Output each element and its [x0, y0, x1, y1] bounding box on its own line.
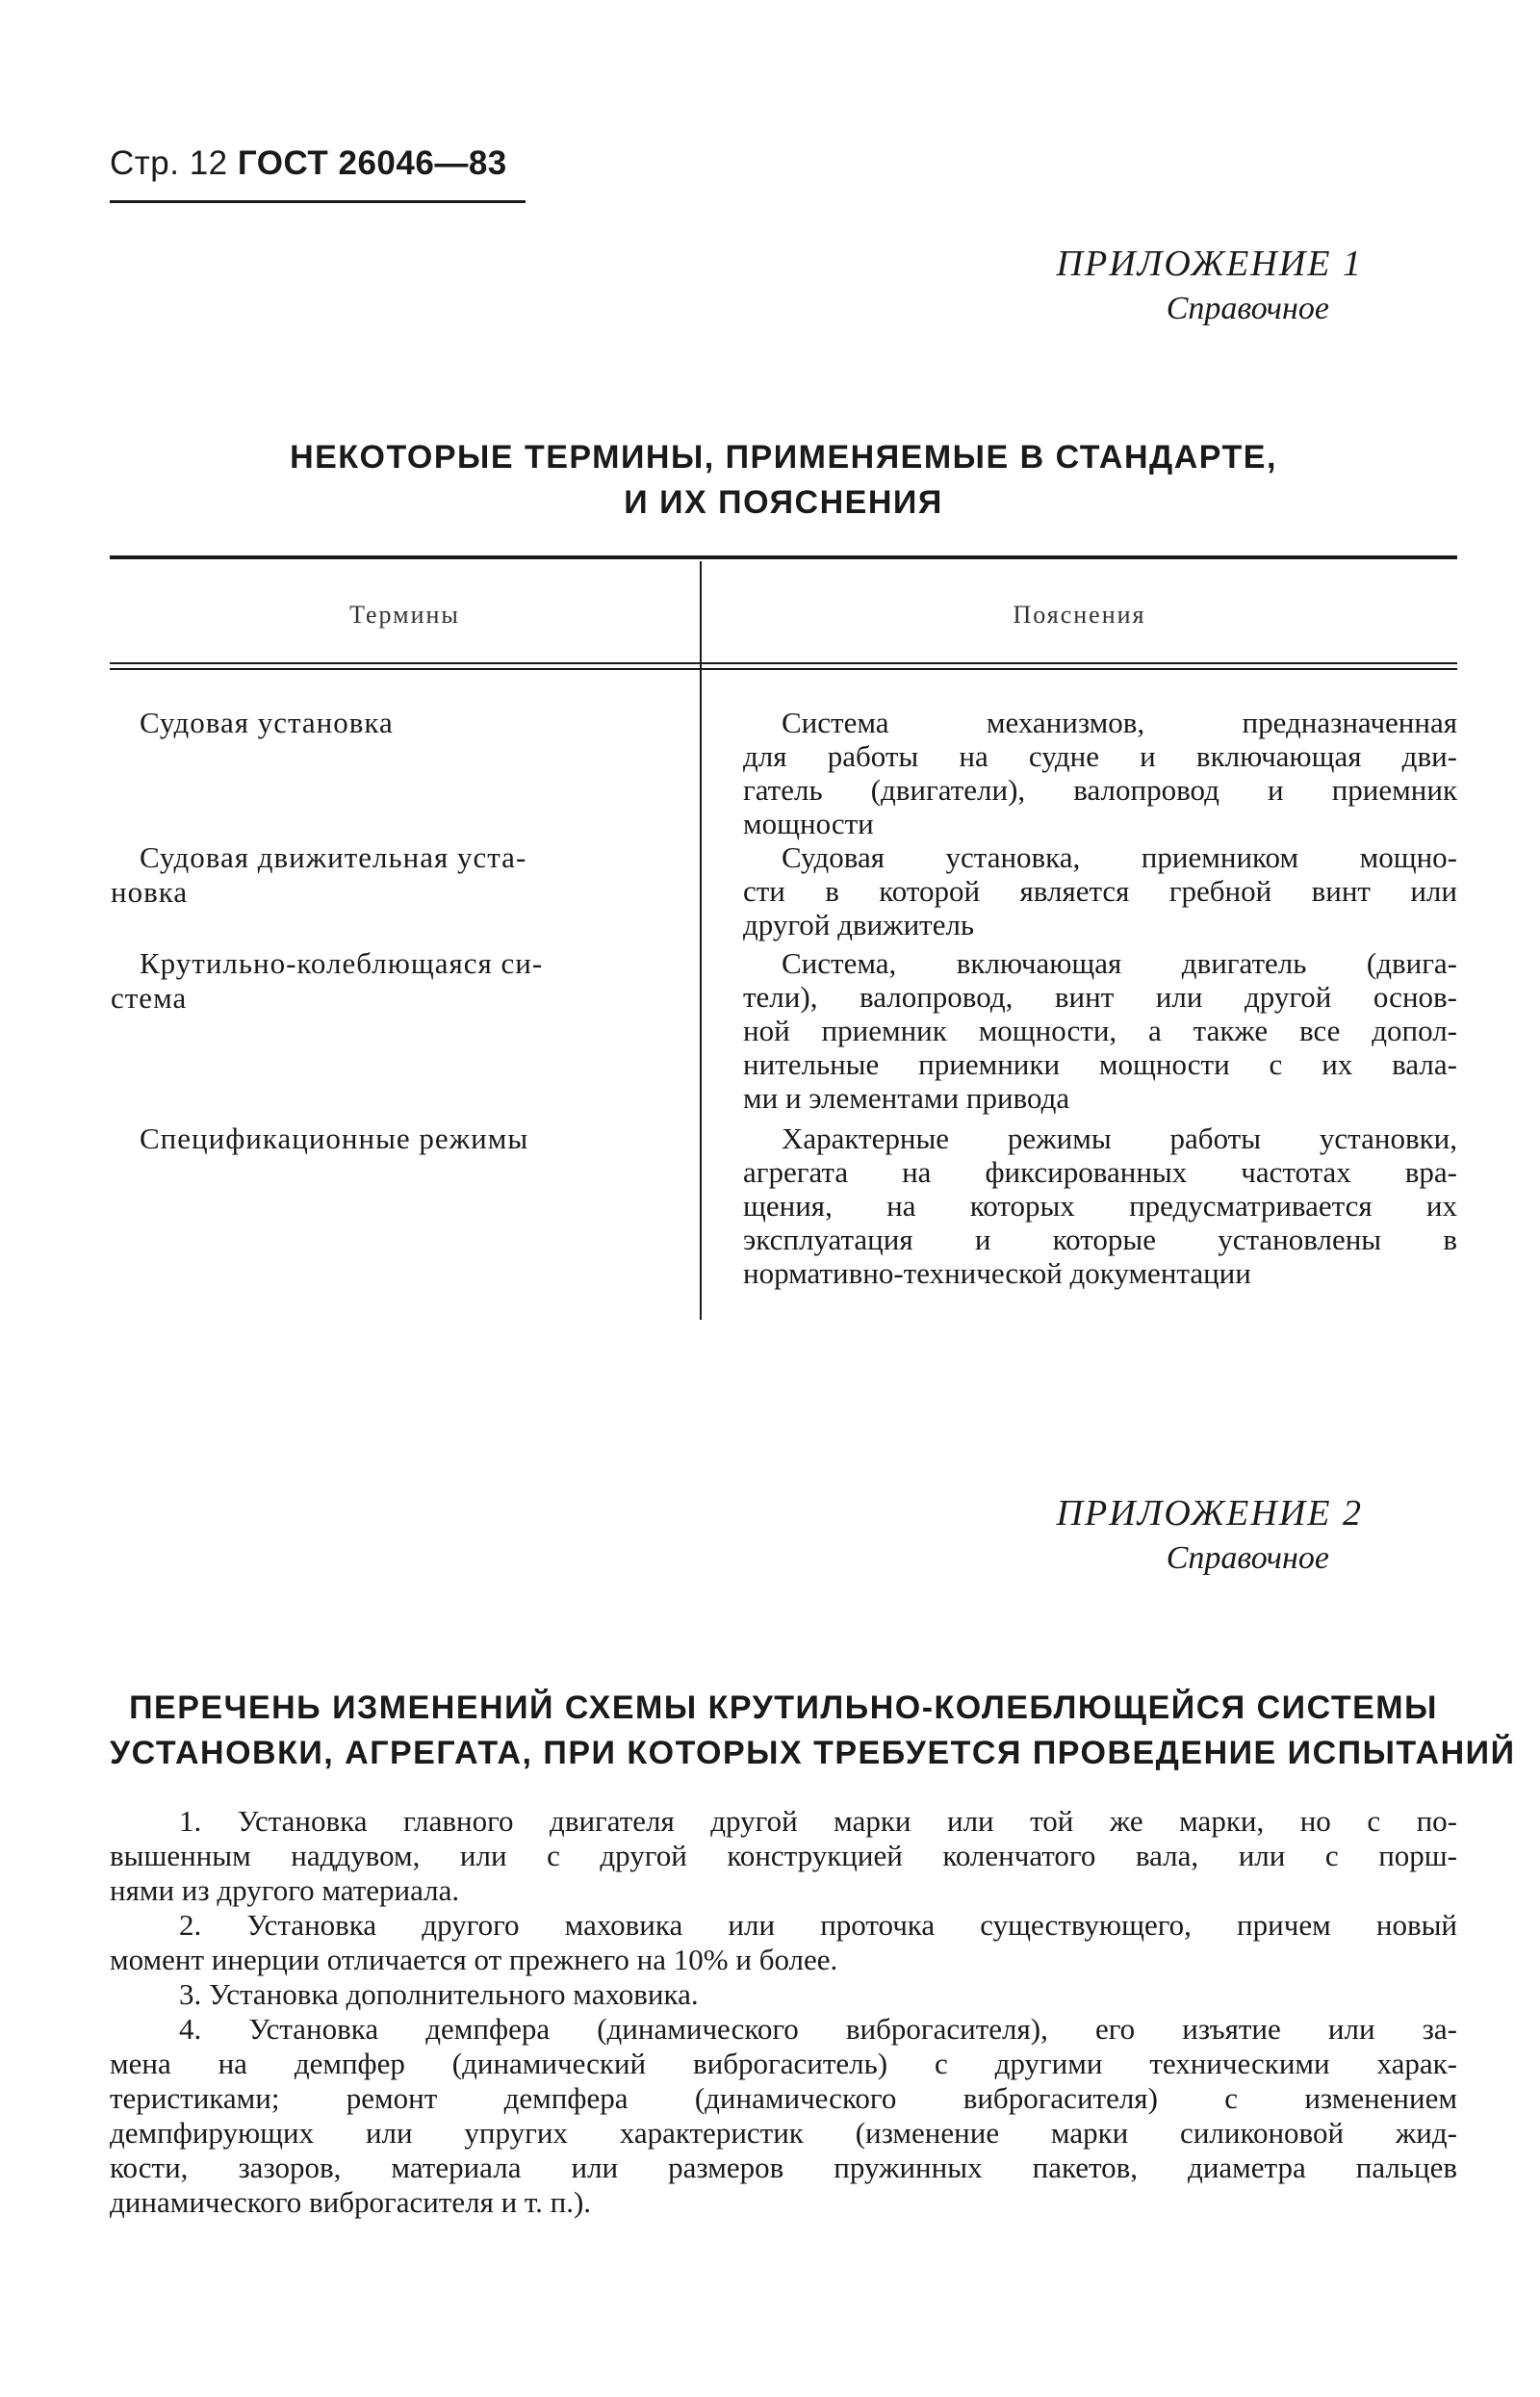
appendix-2-subtitle: Справочное	[1166, 1540, 1329, 1576]
explanation-line: нормативно-технической документации	[743, 1256, 1251, 1290]
list-item	[110, 2012, 1457, 2220]
list-item-line: 4. Установка демпфера (динамического виброгасителя), его изъятие или за-	[179, 2012, 1457, 2046]
list-item	[110, 1908, 1457, 1977]
appendix-2-title: ПРИЛОЖЕНИЕ 2	[1056, 1493, 1363, 1534]
list-item	[110, 1977, 1457, 2012]
list-item-line: момент инерции отличается от прежнего на 10% и более.	[110, 1943, 838, 1976]
explanation-line: агрегата на фиксированных частотах вра-	[743, 1155, 1457, 1189]
appendix-1-subtitle: Справочное	[1166, 291, 1329, 326]
explanation-line: Система, включающая двигатель (двига-	[782, 946, 1457, 980]
explanation-cell	[743, 946, 1457, 1115]
explanation-line: Система механизмов, предназначенная	[782, 706, 1457, 739]
heading-line: УСТАНОВКИ, АГРЕГАТА, ПРИ КОТОРЫХ ТРЕБУЕТСЯ ПРОВЕДЕНИЕ ИСПЫТАНИЙ	[110, 1735, 1516, 1771]
term-line: новка	[111, 875, 189, 909]
list-item-line: мена на демпфер (динамический виброгаситель) с другими техническими харак-	[110, 2047, 1457, 2080]
term-line: стема	[111, 981, 188, 1015]
explanation-line: Характерные режимы работы установки,	[782, 1121, 1457, 1155]
explanation-line: сти в которой является гребной винт или	[743, 874, 1457, 908]
explanation-cell	[743, 840, 1457, 941]
list-item-line: нями из другого материала.	[110, 1873, 460, 1907]
page-number: Стр. 12	[110, 144, 228, 182]
explanation-line: гатель (двигатели), валопровод и приемник	[743, 773, 1457, 807]
list-item-line: 3. Установка дополнительного маховика.	[179, 1977, 699, 2011]
term-cell	[140, 706, 659, 740]
term-cell	[111, 840, 659, 910]
list-item-line: теристиками; ремонт демпфера (динамического виброгасителя) с изменением	[110, 2081, 1457, 2115]
list-item-line: динамического виброгасителя и т. п.).	[110, 2185, 592, 2219]
term-line: Судовая установка	[140, 706, 394, 739]
table-header-rule	[110, 662, 1457, 664]
appendix-1-heading	[110, 435, 1457, 526]
heading-line: НЕКОТОРЫЕ ТЕРМИНЫ, ПРИМЕНЯЕМЫЕ В СТАНДАРТЕ,	[290, 439, 1277, 476]
list-item-line: 2. Установка другого маховика или проточка существующего, причем новый	[179, 1908, 1457, 1942]
page-header	[110, 144, 507, 183]
column-header-explanations: Пояснения	[1013, 601, 1146, 629]
explanation-line: для работы на судне и включающая дви-	[743, 739, 1457, 773]
appendix-2-label	[1057, 1490, 1363, 1581]
table-header-rule-double	[110, 668, 1457, 670]
list-item-line: демпфирующих или упругих характеристик (изменение марки силиконовой жид-	[110, 2116, 1457, 2150]
appendix-1-label	[1057, 241, 1363, 331]
explanation-cell	[743, 706, 1457, 840]
term-line: Спецификационные режимы	[140, 1121, 529, 1155]
explanation-line: другой движитель	[743, 908, 975, 941]
standard-number: ГОСТ 26046—83	[237, 144, 507, 182]
explanation-cell	[743, 1121, 1457, 1290]
list-item-line: вышенным наддувом, или с другой конструкцией коленчатого вала, или с порш-	[110, 1839, 1457, 1872]
heading-line: И ИХ ПОЯСНЕНИЯ	[624, 484, 943, 521]
table-top-rule	[110, 555, 1457, 559]
term-cell	[140, 1121, 659, 1156]
explanation-line: мощности	[743, 807, 874, 840]
list-item-line: кости, зазоров, материала или размеров пружинных пакетов, диаметра пальцев	[110, 2151, 1457, 2184]
explanation-line: ной приемник мощности, а также все допол-	[743, 1014, 1457, 1047]
table-column-divider	[700, 561, 702, 1320]
explanation-line: эксплуатация и которые установлены в	[743, 1223, 1457, 1256]
explanation-line: ми и элементами привода	[743, 1081, 1070, 1115]
appendix-1-title: ПРИЛОЖЕНИЕ 1	[1056, 244, 1363, 284]
column-header-terms: Термины	[349, 601, 460, 629]
list-item	[110, 1804, 1457, 1908]
changes-list	[110, 1804, 1457, 2220]
term-line: Крутильно-колеблющаяся си-	[140, 946, 544, 980]
explanation-line: нительные приемники мощности с их вала-	[743, 1047, 1457, 1081]
heading-line: ПЕРЕЧЕНЬ ИЗМЕНЕНИЙ СХЕМЫ КРУТИЛЬНО-КОЛЕБЛЮЩЕЙСЯ СИСТЕМЫ	[129, 1689, 1438, 1726]
term-cell	[111, 946, 659, 1016]
explanation-line: тели), валопровод, винт или другой основ-	[743, 980, 1457, 1014]
term-line: Судовая движительная уста-	[140, 840, 527, 874]
header-rule	[110, 200, 526, 203]
appendix-2-heading	[110, 1686, 1516, 1776]
explanation-line: щения, на которых предусматривается их	[743, 1189, 1457, 1223]
explanation-line: Судовая установка, приемником мощно-	[782, 840, 1457, 874]
list-item-line: 1. Установка главного двигателя другой марки или той же марки, но с по-	[179, 1804, 1457, 1838]
